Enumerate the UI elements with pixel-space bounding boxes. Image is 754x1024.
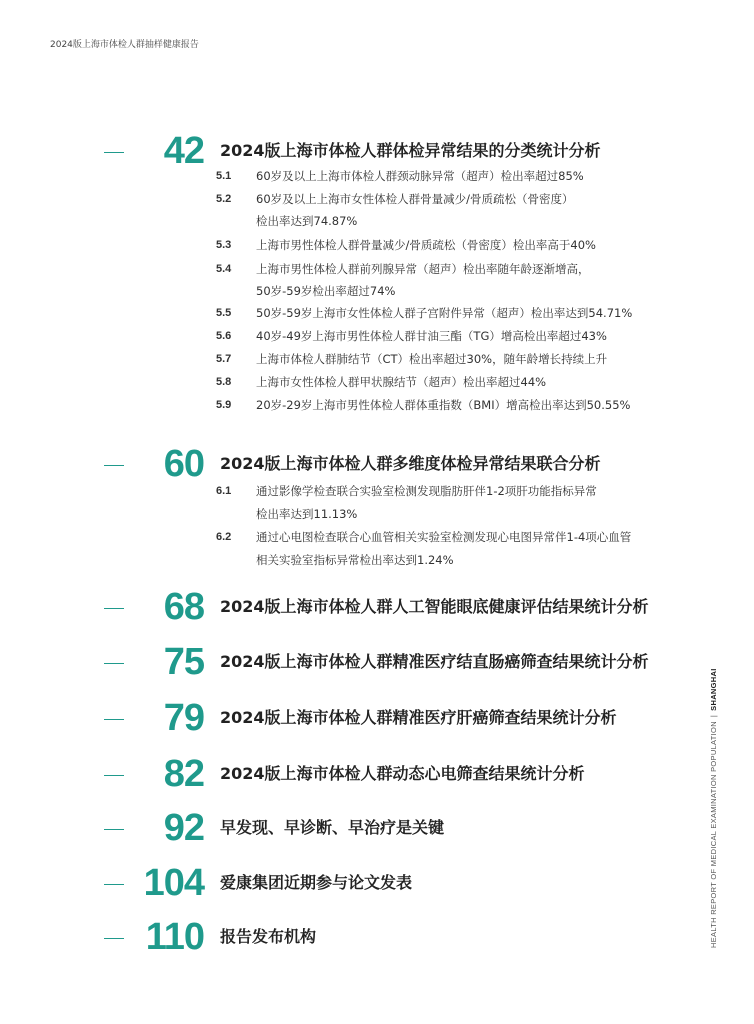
section-title: 2024版上海市体检人群体检异常结果的分类统计分析 <box>220 141 601 160</box>
subsection-number: 5.2 <box>216 193 232 205</box>
toc-subentry[interactable] <box>0 482 754 500</box>
subsection-text: 上海市男性体检人群前列腺异常（超声）检出率随年龄逐渐增高， <box>256 262 590 276</box>
toc-subentry-continued <box>0 505 754 523</box>
subsection-text: 50岁-59岁检出率超过74% <box>256 284 396 298</box>
subsection-text: 上海市女性体检人群甲状腺结节（超声）检出率超过44% <box>256 375 547 389</box>
page-number: 110 <box>145 916 204 958</box>
subsection-text: 50岁-59岁上海市女性体检人群子宫附件异常（超声）检出率达到54.71% <box>256 306 633 320</box>
toc-subentry[interactable] <box>0 528 754 546</box>
toc-subentry-continued <box>0 551 754 569</box>
subsection-text: 相关实验室指标异常检出率达到1.24% <box>256 553 454 567</box>
section-title: 2024版上海市体检人群动态心电筛查结果统计分析 <box>220 764 585 783</box>
toc-entry[interactable] <box>0 586 754 628</box>
subsection-text: 40岁-49岁上海市男性体检人群甘油三酯（TG）增高检出率超过43% <box>256 329 607 343</box>
subsection-number: 5.5 <box>216 307 232 319</box>
section-title: 爱康集团近期参与论文发表 <box>220 873 413 892</box>
subsection-text: 60岁及以上上海市女性体检人群骨量减少/骨质疏松（骨密度） <box>256 192 574 206</box>
subsection-text: 通过影像学检查联合实验室检测发现脂肪肝伴1-2项肝功能指标异常 <box>256 484 597 498</box>
subsection-text: 通过心电图检查联合心血管相关实验室检测发现心电图异常伴1-4项心血管 <box>256 530 632 544</box>
page-number: 75 <box>163 641 204 683</box>
page-number: 104 <box>143 862 204 904</box>
toc-subentry[interactable] <box>0 167 754 185</box>
subsection-text: 60岁及以上上海市体检人群颈动脉异常（超声）检出率超过85% <box>256 169 584 183</box>
section-title: 报告发布机构 <box>220 927 317 946</box>
toc-entry[interactable] <box>0 641 754 683</box>
side-label <box>709 668 718 948</box>
page-number: 92 <box>163 807 204 849</box>
subsection-number: 5.7 <box>216 353 232 365</box>
toc-entry[interactable] <box>0 697 754 739</box>
subsection-number: 5.9 <box>216 399 232 411</box>
toc-entry[interactable] <box>0 130 754 172</box>
page-number: 42 <box>163 130 204 172</box>
page-number: 79 <box>163 697 204 739</box>
subsection-number: 6.2 <box>216 531 232 543</box>
toc-subentry-continued <box>0 212 754 230</box>
toc-subentry[interactable] <box>0 304 754 322</box>
toc-subentry[interactable] <box>0 236 754 254</box>
subsection-text: 检出率达到11.13% <box>256 507 358 521</box>
toc-entry[interactable] <box>0 807 754 849</box>
page-number: 82 <box>163 753 204 795</box>
toc-subentry[interactable] <box>0 396 754 414</box>
subsection-number: 5.8 <box>216 376 232 388</box>
subsection-text: 上海市男性体检人群骨量减少/骨质疏松（骨密度）检出率高于40% <box>256 238 596 252</box>
page-number: 60 <box>163 443 204 485</box>
subsection-text: 检出率达到74.87% <box>256 214 358 228</box>
section-title: 早发现、早诊断、早治疗是关键 <box>220 818 445 837</box>
toc-entry[interactable] <box>0 753 754 795</box>
subsection-number: 5.4 <box>216 263 232 275</box>
page-number: 68 <box>163 586 204 628</box>
toc-subentry[interactable] <box>0 327 754 345</box>
side-label-city: SHANGHAI <box>709 668 718 711</box>
subsection-number: 6.1 <box>216 485 232 497</box>
toc-subentry[interactable] <box>0 350 754 368</box>
section-title: 2024版上海市体检人群精准医疗肝癌筛查结果统计分析 <box>220 708 617 727</box>
side-label-separator: | <box>709 714 718 718</box>
running-header: 2024版上海市体检人群抽样健康报告 <box>50 40 199 50</box>
subsection-number: 5.1 <box>216 170 232 182</box>
toc-subentry-continued <box>0 282 754 300</box>
subsection-text: 20岁-29岁上海市男性体检人群体重指数（BMI）增高检出率达到50.55% <box>256 398 631 412</box>
toc-entry[interactable] <box>0 862 754 904</box>
subsection-number: 5.3 <box>216 239 232 251</box>
toc-entry[interactable] <box>0 916 754 958</box>
subsection-text: 上海市体检人群肺结节（CT）检出率超过30%，随年龄增长持续上升 <box>256 352 608 366</box>
section-title: 2024版上海市体检人群人工智能眼底健康评估结果统计分析 <box>220 597 649 616</box>
toc-subentry[interactable] <box>0 260 754 278</box>
toc-entry[interactable] <box>0 443 754 485</box>
section-title: 2024版上海市体检人群多维度体检异常结果联合分析 <box>220 454 601 473</box>
side-label-text: HEALTH REPORT OF MEDICAL EXAMINATION POPULATION <box>709 721 718 948</box>
section-title: 2024版上海市体检人群精准医疗结直肠癌筛查结果统计分析 <box>220 652 649 671</box>
toc-subentry[interactable] <box>0 373 754 391</box>
subsection-number: 5.6 <box>216 330 232 342</box>
toc-subentry[interactable] <box>0 190 754 208</box>
